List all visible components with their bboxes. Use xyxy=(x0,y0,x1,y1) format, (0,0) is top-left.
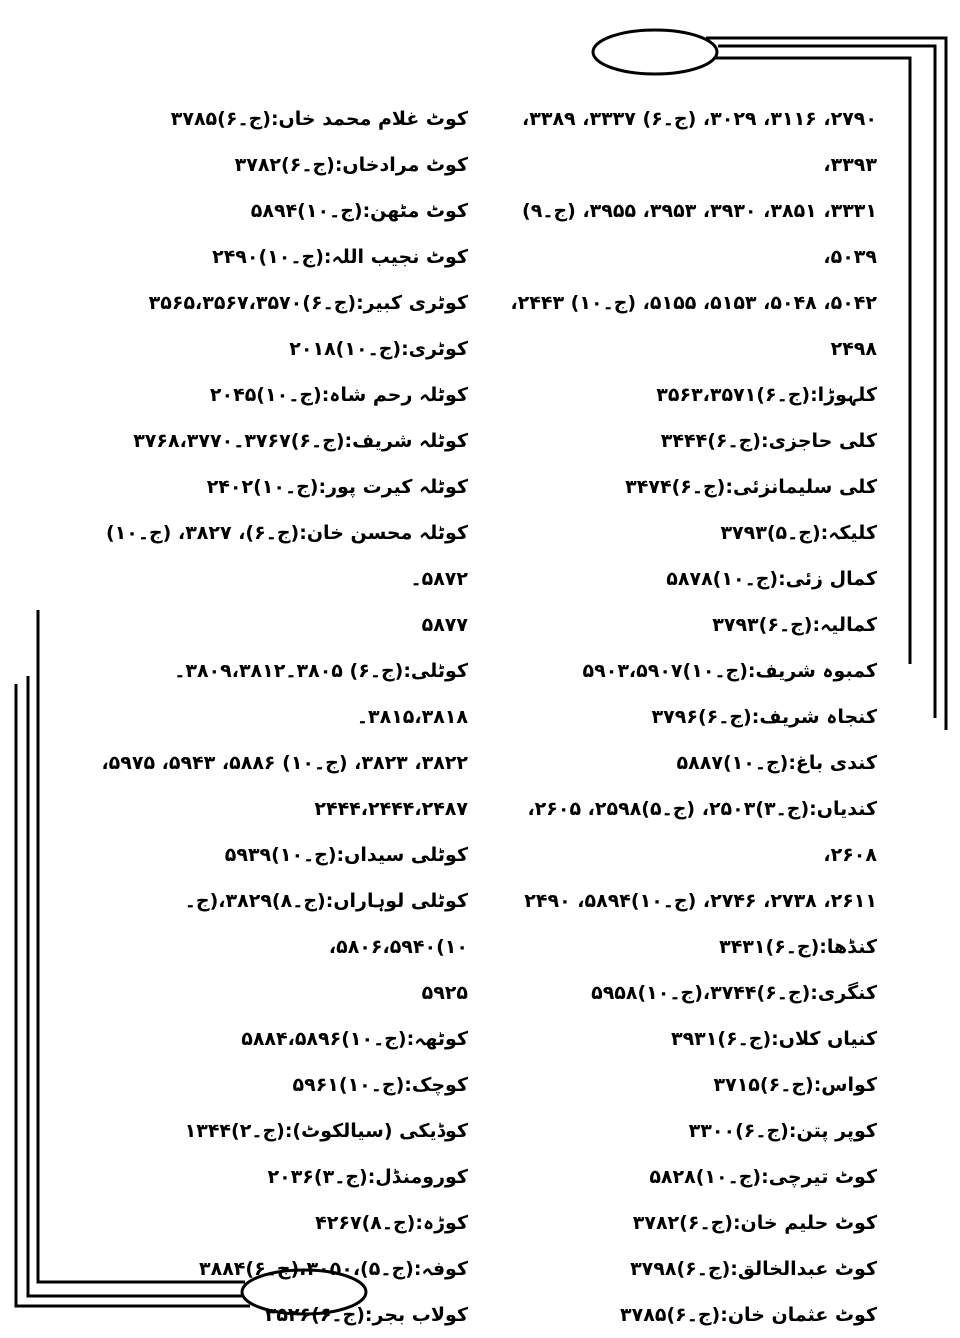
index-entry: کوٹلی:(ج۔۶) ۳۸۰۵۔۳۸۰۹،۳۸۱۲۔۳۸۱۵،۳۸۱۸۔ xyxy=(174,660,468,728)
index-entry: کلی حاجزی:(ج۔۶)۳۴۴۴ xyxy=(660,430,877,452)
index-entry: کوٹلی لوہاراں:(ج۔۸)۳۸۲۹،(ج۔۱۰)۵۸۰۶،۵۹۴۰، xyxy=(184,890,468,958)
index-entry: کواس:(ج۔۶)۳۷۱۵ xyxy=(713,1074,877,1096)
index-entry: کلہوڑا:(ج۔۶)۳۵۶۳،۳۵۷۱ xyxy=(656,384,877,406)
index-entry: ۵۹۲۵ xyxy=(421,982,468,1004)
index-column-left xyxy=(78,96,468,1338)
index-column-right xyxy=(497,96,877,1338)
index-entry: کوڑہ:(ج۔۸)۴۲۶۷ xyxy=(315,1212,468,1234)
index-entry: کوٹ حلیم خان:(ج۔۶)۳۷۸۲ xyxy=(632,1212,877,1234)
index-entry: کوٹلہ محسن خان:(ج۔۶)، ۳۸۲۷، (ج۔۱۰) ۵۸۷۲۔ xyxy=(105,522,468,590)
index-entry: کوٹ عبدالخالق:(ج۔۶)۳۷۹۸ xyxy=(630,1258,877,1280)
index-entry: کوٹری:(ج۔۱۰)۲۰۱۸ xyxy=(289,338,468,360)
index-entry: کلیکہ:(ج۔۵)۳۷۹۳ xyxy=(720,522,877,544)
index-entry: کوٹ غلام محمد خاں:(ج۔۶)۳۷۸۵ xyxy=(170,108,468,130)
index-entry: کندیاں:(ج۔۳)۲۵۰۳، (ج۔۵)۲۵۹۸، ۲۶۰۵، ۲۶۰۸، xyxy=(527,798,877,866)
index-entry: کوٹ تیرچی:(ج۔۱۰)۵۸۲۸ xyxy=(649,1166,877,1188)
index-entry: کندی باغ:(ج۔۱۰)۵۸۸۷ xyxy=(676,752,877,774)
index-entry: ۳۸۲۲، ۳۸۲۳، (ج۔۱۰) ۵۸۸۶، ۵۹۴۳، ۵۹۷۵، xyxy=(101,752,468,774)
index-entry: کوٹری کبیر:(ج۔۶)۳۵۶۵،۳۵۶۷،۳۵۷۰ xyxy=(148,292,468,314)
index-entry: کنڈھا:(ج۔۶)۳۴۳۱ xyxy=(719,936,877,958)
index-entry: کوٹ مٹھن:(ج۔۱۰)۵۸۹۴ xyxy=(250,200,468,222)
index-entry: ۲۴۹۸ xyxy=(830,338,877,360)
index-entry: کوٹلہ شریف:(ج۔۶)۳۷۶۷۔۳۷۶۸،۳۷۷۰ xyxy=(133,430,468,452)
index-entry: ۳۳۳۱، ۳۸۵۱، ۳۹۳۰، ۳۹۵۳، ۳۹۵۵، (ج۔۹) ۵۰۳۹، xyxy=(522,200,877,268)
index-entry: ۵۰۴۲، ۵۰۴۸، ۵۱۵۳، ۵۱۵۵، (ج۔۱۰) ۲۴۴۳، xyxy=(510,292,877,314)
index-entry: کوپر پتن:(ج۔۶)۳۳۰۰ xyxy=(688,1120,877,1142)
index-entry: کورومنڈل:(ج۔۳)۲۰۳۶ xyxy=(267,1166,468,1188)
index-entry: کوٹلہ کیرت پور:(ج۔۱۰)۲۴۰۲ xyxy=(206,476,468,498)
index-entry: کوٹھہ:(ج۔۱۰)۵۸۸۴،۵۸۹۶ xyxy=(241,1028,468,1050)
index-entry: کمال زئی:(ج۔۱۰)۵۸۷۸ xyxy=(666,568,877,590)
index-entry: کنگری:(ج۔۶)۳۷۴۴،(ج۔۱۰)۵۹۵۸ xyxy=(591,982,877,1004)
index-entry: کوچک:(ج۔۱۰)۵۹۶۱ xyxy=(292,1074,468,1096)
index-entry: کوٹ مرادخاں:(ج۔۶)۳۷۸۲ xyxy=(234,154,468,176)
index-entry: کوٹلہ رحم شاہ:(ج۔۱۰)۲۰۴۵ xyxy=(209,384,468,406)
index-entry: کولاب بجر:(ج۔۶)۳۵۲۶ xyxy=(264,1304,468,1326)
index-entry: کوٹلی سیداں:(ج۔۱۰)۵۹۳۹ xyxy=(224,844,468,866)
index-entry: کوڈیکی (سیالکوٹ):(ج۔۲)۱۳۴۴ xyxy=(184,1120,468,1142)
index-entry: کمبوہ شریف:(ج۔۱۰)۵۹۰۳،۵۹۰۷ xyxy=(582,660,877,682)
index-entry: ۲۴۴۴،۲۴۴۴،۲۴۸۷ xyxy=(314,798,468,820)
index-entry: ۵۸۷۷ xyxy=(421,614,468,636)
index-entry: کوفہ:(ج۔۵)،۳۰۵۰،(ج۔۶)۳۸۸۴ xyxy=(199,1258,468,1280)
index-entry: کوٹ عثمان خان:(ج۔۶)۳۷۸۵ xyxy=(620,1304,877,1326)
index-entry: کمالیہ:(ج۔۶)۳۷۹۳ xyxy=(712,614,877,636)
index-entry: کنیاں کلاں:(ج۔۶)۳۹۳۱ xyxy=(670,1028,877,1050)
index-entry: ۲۶۱۱، ۲۷۳۸، ۲۷۴۶، (ج۔۱۰)۵۸۹۴، ۲۴۹۰ xyxy=(524,890,877,912)
index-entry: کلی سلیمانزئی:(ج۔۶)۳۴۷۴ xyxy=(625,476,877,498)
index-entry: ۲۷۹۰، ۳۱۱۶، ۳۰۲۹، (ج۔۶) ۳۳۳۷، ۳۳۸۹، ۳۳۹۳، xyxy=(522,108,877,176)
index-entry: کوٹ نجیب اللہ:(ج۔۱۰)۲۴۹۰ xyxy=(212,246,468,268)
index-entry: کنجاہ شریف:(ج۔۶)۳۷۹۶ xyxy=(651,706,877,728)
